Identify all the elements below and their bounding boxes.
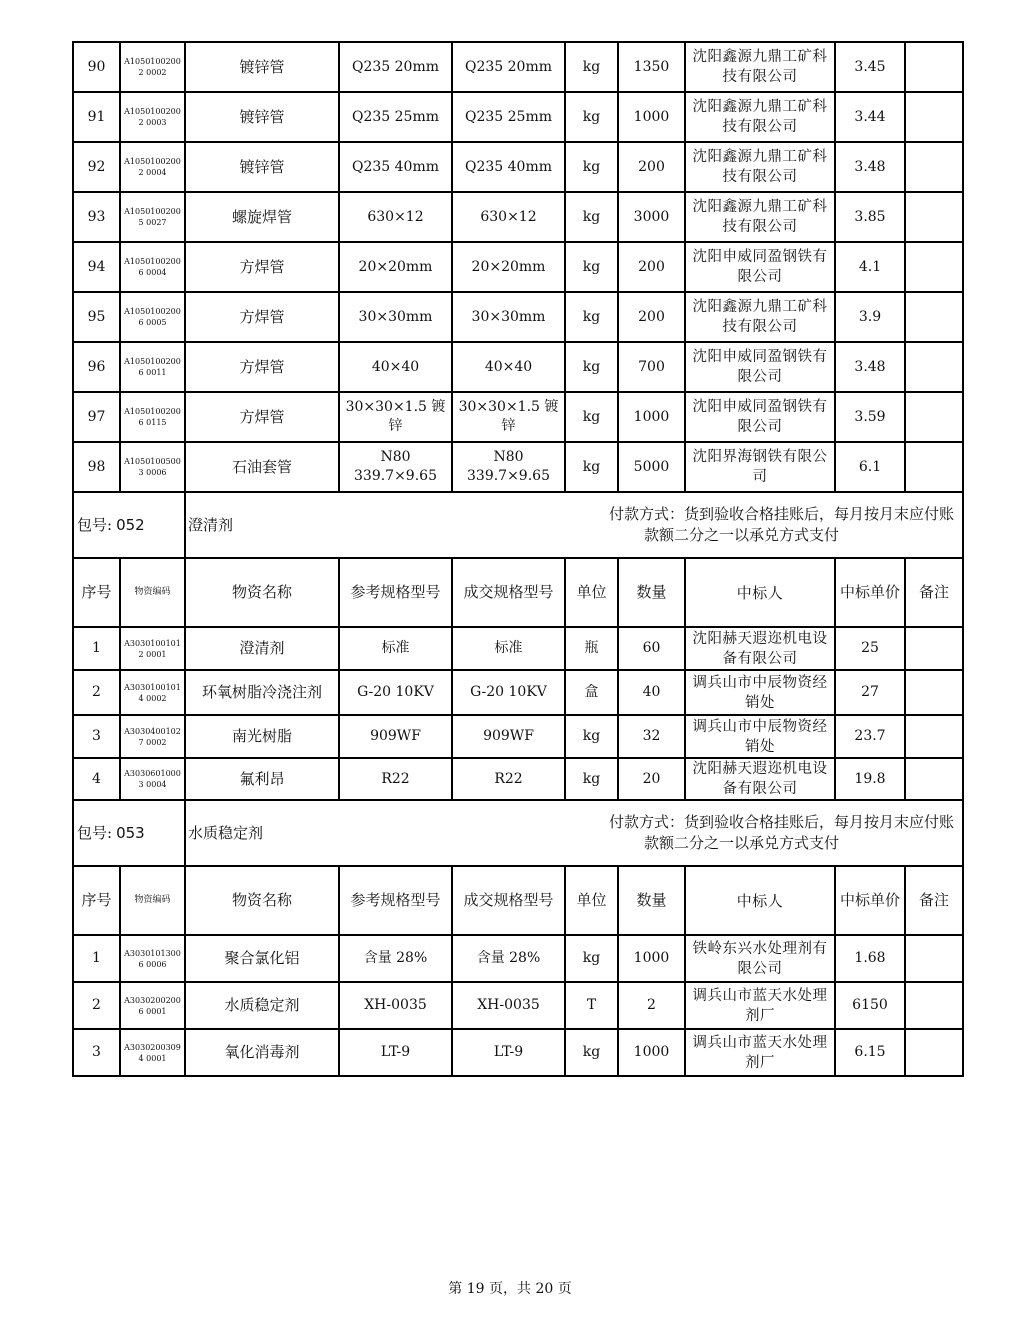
cell-note	[905, 627, 963, 670]
payment-terms-line2: 款额二分之一以承兑方式支付	[643, 526, 839, 544]
cell-deal-spec: 30×30mm	[452, 292, 565, 342]
cell-qty: 数量	[618, 558, 685, 627]
cell-code: A30301001012 0001	[120, 627, 185, 670]
cell-code: A10501002002 0002	[120, 42, 185, 92]
cell-ref-spec: 40×40	[339, 342, 452, 392]
package-label: 包号:	[77, 823, 113, 842]
cell-qty: 2	[618, 982, 685, 1029]
cell-unit: kg	[565, 42, 618, 92]
cell-vendor: 调兵山市蓝天水处理剂厂	[685, 1029, 835, 1076]
cell-no: 95	[73, 292, 120, 342]
cell-name: 螺旋焊管	[185, 192, 339, 242]
cell-unit: kg	[565, 342, 618, 392]
cell-unit: T	[565, 982, 618, 1029]
cell-vendor: 沈阳申威同盈钢铁有限公司	[685, 392, 835, 442]
cell-qty: 1000	[618, 92, 685, 142]
table-row	[73, 92, 963, 142]
cell-note	[905, 292, 963, 342]
table-row	[73, 758, 963, 800]
cell-vendor: 中标人	[685, 558, 835, 627]
cell-code: A10501002002 0003	[120, 92, 185, 142]
cell-ref-spec: 20×20mm	[339, 242, 452, 292]
cell-qty: 40	[618, 670, 685, 715]
cell-vendor: 沈阳鑫源九鼎工矿科技有限公司	[685, 42, 835, 92]
cell-price: 27	[835, 670, 905, 715]
cell-ref-spec: 参考规格型号	[339, 866, 452, 935]
cell-price: 19.8	[835, 758, 905, 800]
package-header-row	[73, 492, 963, 558]
package-number-value: 053	[116, 823, 145, 842]
cell-qty: 700	[618, 342, 685, 392]
cell-deal-spec: 40×40	[452, 342, 565, 392]
cell-deal-spec: 成交规格型号	[452, 866, 565, 935]
cell-price: 25	[835, 627, 905, 670]
cell-ref-spec: 30×30mm	[339, 292, 452, 342]
cell-note	[905, 342, 963, 392]
cell-deal-spec: R22	[452, 758, 565, 800]
cell-vendor: 沈阳申威同盈钢铁有限公司	[685, 342, 835, 392]
cell-unit: kg	[565, 392, 618, 442]
cell-price: 6.1	[835, 442, 905, 492]
cell-price: 3.44	[835, 92, 905, 142]
cell-deal-spec: 30×30×1.5 镀锌	[452, 392, 565, 442]
cell-price: 3.45	[835, 42, 905, 92]
table-row	[73, 935, 963, 982]
cell-ref-spec: N80 339.7×9.65	[339, 442, 452, 492]
cell-code: A30301001014 0002	[120, 670, 185, 715]
cell-qty: 1350	[618, 42, 685, 92]
cell-vendor: 中标人	[685, 866, 835, 935]
cell-code: A30304001027 0002	[120, 715, 185, 758]
cell-price: 中标单价	[835, 558, 905, 627]
cell-note	[905, 92, 963, 142]
cell-deal-spec: Q235 40mm	[452, 142, 565, 192]
cell-name: 镀锌管	[185, 142, 339, 192]
cell-ref-spec: Q235 20mm	[339, 42, 452, 92]
cell-no: 4	[73, 758, 120, 800]
table-row	[73, 192, 963, 242]
cell-note	[905, 715, 963, 758]
cell-qty: 20	[618, 758, 685, 800]
payment-terms-line2: 款额二分之一以承兑方式支付	[643, 834, 839, 852]
payment-terms	[565, 800, 963, 866]
cell-name: 镀锌管	[185, 42, 339, 92]
cell-note	[905, 758, 963, 800]
cell-deal-spec: Q235 25mm	[452, 92, 565, 142]
cell-code: A10501005003 0006	[120, 442, 185, 492]
cell-no: 91	[73, 92, 120, 142]
cell-vendor: 沈阳鑫源九鼎工矿科技有限公司	[685, 292, 835, 342]
package-header-row	[73, 800, 963, 866]
payment-terms-line1: 付款方式：货到验收合格挂账后，每月按月末应付账	[608, 813, 954, 831]
cell-note: 备注	[905, 866, 963, 935]
cell-code: A30302003094 0001	[120, 1029, 185, 1076]
package-label: 包号:	[77, 515, 113, 534]
cell-name: 澄清剂	[185, 627, 339, 670]
cell-deal-spec: 20×20mm	[452, 242, 565, 292]
cell-vendor: 沈阳界海钢铁有限公司	[685, 442, 835, 492]
cell-no: 2	[73, 670, 120, 715]
cell-price: 3.48	[835, 142, 905, 192]
cell-price: 1.68	[835, 935, 905, 982]
cell-name: 方焊管	[185, 292, 339, 342]
cell-code: 物资编码	[120, 558, 185, 627]
cell-code: A10501002006 0005	[120, 292, 185, 342]
cell-deal-spec: 630×12	[452, 192, 565, 242]
package-number	[73, 800, 185, 866]
cell-price: 4.1	[835, 242, 905, 292]
cell-ref-spec: Q235 25mm	[339, 92, 452, 142]
cell-qty: 32	[618, 715, 685, 758]
cell-note	[905, 392, 963, 442]
cell-unit: 单位	[565, 558, 618, 627]
cell-qty: 200	[618, 242, 685, 292]
table-row	[73, 627, 963, 670]
procurement-award-page	[72, 41, 962, 1077]
cell-note: 备注	[905, 558, 963, 627]
payment-terms	[565, 492, 963, 558]
cell-no: 3	[73, 1029, 120, 1076]
cell-qty: 1000	[618, 1029, 685, 1076]
cell-unit: kg	[565, 758, 618, 800]
cell-unit: kg	[565, 142, 618, 192]
table-row	[73, 1029, 963, 1076]
cell-vendor: 沈阳鑫源九鼎工矿科技有限公司	[685, 142, 835, 192]
cell-price: 6.15	[835, 1029, 905, 1076]
cell-ref-spec: 含量 28%	[339, 935, 452, 982]
cell-deal-spec: 含量 28%	[452, 935, 565, 982]
cell-unit: 瓶	[565, 627, 618, 670]
cell-name: 镀锌管	[185, 92, 339, 142]
cell-price: 3.48	[835, 342, 905, 392]
cell-deal-spec: LT-9	[452, 1029, 565, 1076]
table-row	[73, 342, 963, 392]
cell-deal-spec: Q235 20mm	[452, 42, 565, 92]
cell-no: 1	[73, 935, 120, 982]
cell-name: 环氧树脂冷浇注剂	[185, 670, 339, 715]
cell-vendor: 调兵山市蓝天水处理剂厂	[685, 982, 835, 1029]
cell-vendor: 沈阳鑫源九鼎工矿科技有限公司	[685, 92, 835, 142]
cell-unit: kg	[565, 442, 618, 492]
cell-vendor: 沈阳鑫源九鼎工矿科技有限公司	[685, 192, 835, 242]
cell-unit: kg	[565, 92, 618, 142]
cell-deal-spec: 成交规格型号	[452, 558, 565, 627]
cell-unit: kg	[565, 935, 618, 982]
cell-note	[905, 1029, 963, 1076]
cell-name: 方焊管	[185, 242, 339, 292]
cell-note	[905, 42, 963, 92]
cell-name: 方焊管	[185, 342, 339, 392]
cell-vendor: 沈阳赫天遐迩机电设备有限公司	[685, 627, 835, 670]
cell-note	[905, 442, 963, 492]
cell-code: A10501002006 0004	[120, 242, 185, 292]
column-header-row	[73, 866, 963, 935]
cell-price: 3.85	[835, 192, 905, 242]
cell-vendor: 沈阳赫天遐迩机电设备有限公司	[685, 758, 835, 800]
cell-qty: 1000	[618, 392, 685, 442]
cell-name: 聚合氯化铝	[185, 935, 339, 982]
cell-ref-spec: 909WF	[339, 715, 452, 758]
cell-unit: kg	[565, 242, 618, 292]
table-row	[73, 392, 963, 442]
cell-name: 氧化消毒剂	[185, 1029, 339, 1076]
cell-no: 93	[73, 192, 120, 242]
package-name: 澄清剂	[185, 492, 565, 558]
cell-no: 96	[73, 342, 120, 392]
package-name: 水质稳定剂	[185, 800, 565, 866]
cell-price: 3.9	[835, 292, 905, 342]
cell-no: 序号	[73, 866, 120, 935]
cell-ref-spec: G-20 10KV	[339, 670, 452, 715]
cell-qty: 3000	[618, 192, 685, 242]
cell-no: 2	[73, 982, 120, 1029]
cell-qty: 数量	[618, 866, 685, 935]
cell-no: 3	[73, 715, 120, 758]
cell-price: 23.7	[835, 715, 905, 758]
cell-note	[905, 242, 963, 292]
cell-code: A10501002006 0115	[120, 392, 185, 442]
cell-ref-spec: 参考规格型号	[339, 558, 452, 627]
cell-vendor: 沈阳申威同盈钢铁有限公司	[685, 242, 835, 292]
cell-no: 序号	[73, 558, 120, 627]
cell-ref-spec: Q235 40mm	[339, 142, 452, 192]
cell-code: A10501002002 0004	[120, 142, 185, 192]
table-row	[73, 242, 963, 292]
cell-no: 1	[73, 627, 120, 670]
cell-qty: 5000	[618, 442, 685, 492]
cell-code: A10501002006 0011	[120, 342, 185, 392]
cell-qty: 1000	[618, 935, 685, 982]
cell-name: 方焊管	[185, 392, 339, 442]
page-footer: 第 19 页，共 20 页	[448, 1281, 572, 1297]
award-table	[72, 41, 964, 1077]
cell-no: 97	[73, 392, 120, 442]
cell-code: A30301013006 0006	[120, 935, 185, 982]
cell-note	[905, 982, 963, 1029]
cell-deal-spec: XH-0035	[452, 982, 565, 1029]
cell-deal-spec: N80 339.7×9.65	[452, 442, 565, 492]
cell-code: A30302002006 0001	[120, 982, 185, 1029]
cell-no: 94	[73, 242, 120, 292]
table-row	[73, 442, 963, 492]
cell-no: 92	[73, 142, 120, 192]
cell-ref-spec: 30×30×1.5 镀锌	[339, 392, 452, 442]
cell-note	[905, 142, 963, 192]
cell-qty: 200	[618, 142, 685, 192]
cell-ref-spec: R22	[339, 758, 452, 800]
cell-code: 物资编码	[120, 866, 185, 935]
cell-unit: kg	[565, 1029, 618, 1076]
cell-ref-spec: XH-0035	[339, 982, 452, 1029]
cell-unit: kg	[565, 715, 618, 758]
cell-vendor: 铁岭东兴水处理剂有限公司	[685, 935, 835, 982]
column-header-row	[73, 558, 963, 627]
table-row	[73, 42, 963, 92]
cell-name: 石油套管	[185, 442, 339, 492]
cell-name: 氟利昂	[185, 758, 339, 800]
cell-price: 中标单价	[835, 866, 905, 935]
cell-name: 物资名称	[185, 558, 339, 627]
cell-unit: kg	[565, 292, 618, 342]
cell-no: 98	[73, 442, 120, 492]
cell-unit: 盒	[565, 670, 618, 715]
table-row	[73, 292, 963, 342]
cell-unit: kg	[565, 192, 618, 242]
cell-note	[905, 192, 963, 242]
cell-qty: 60	[618, 627, 685, 670]
cell-unit: 单位	[565, 866, 618, 935]
cell-price: 6150	[835, 982, 905, 1029]
cell-name: 水质稳定剂	[185, 982, 339, 1029]
award-table-body	[73, 42, 963, 1076]
package-number	[73, 492, 185, 558]
cell-note	[905, 935, 963, 982]
cell-code: A10501002005 0027	[120, 192, 185, 242]
cell-price: 3.59	[835, 392, 905, 442]
cell-deal-spec: 909WF	[452, 715, 565, 758]
cell-qty: 200	[618, 292, 685, 342]
table-row	[73, 715, 963, 758]
cell-name: 南光树脂	[185, 715, 339, 758]
cell-deal-spec: G-20 10KV	[452, 670, 565, 715]
package-number-value: 052	[116, 515, 145, 534]
cell-ref-spec: LT-9	[339, 1029, 452, 1076]
cell-code: A30306010003 0004	[120, 758, 185, 800]
cell-deal-spec: 标准	[452, 627, 565, 670]
cell-no: 90	[73, 42, 120, 92]
table-row	[73, 982, 963, 1029]
cell-name: 物资名称	[185, 866, 339, 935]
cell-ref-spec: 标准	[339, 627, 452, 670]
cell-note	[905, 670, 963, 715]
table-row	[73, 142, 963, 192]
cell-vendor: 调兵山市中辰物资经销处	[685, 715, 835, 758]
table-row	[73, 670, 963, 715]
cell-vendor: 调兵山市中辰物资经销处	[685, 670, 835, 715]
cell-ref-spec: 630×12	[339, 192, 452, 242]
payment-terms-line1: 付款方式：货到验收合格挂账后，每月按月末应付账	[608, 505, 954, 523]
